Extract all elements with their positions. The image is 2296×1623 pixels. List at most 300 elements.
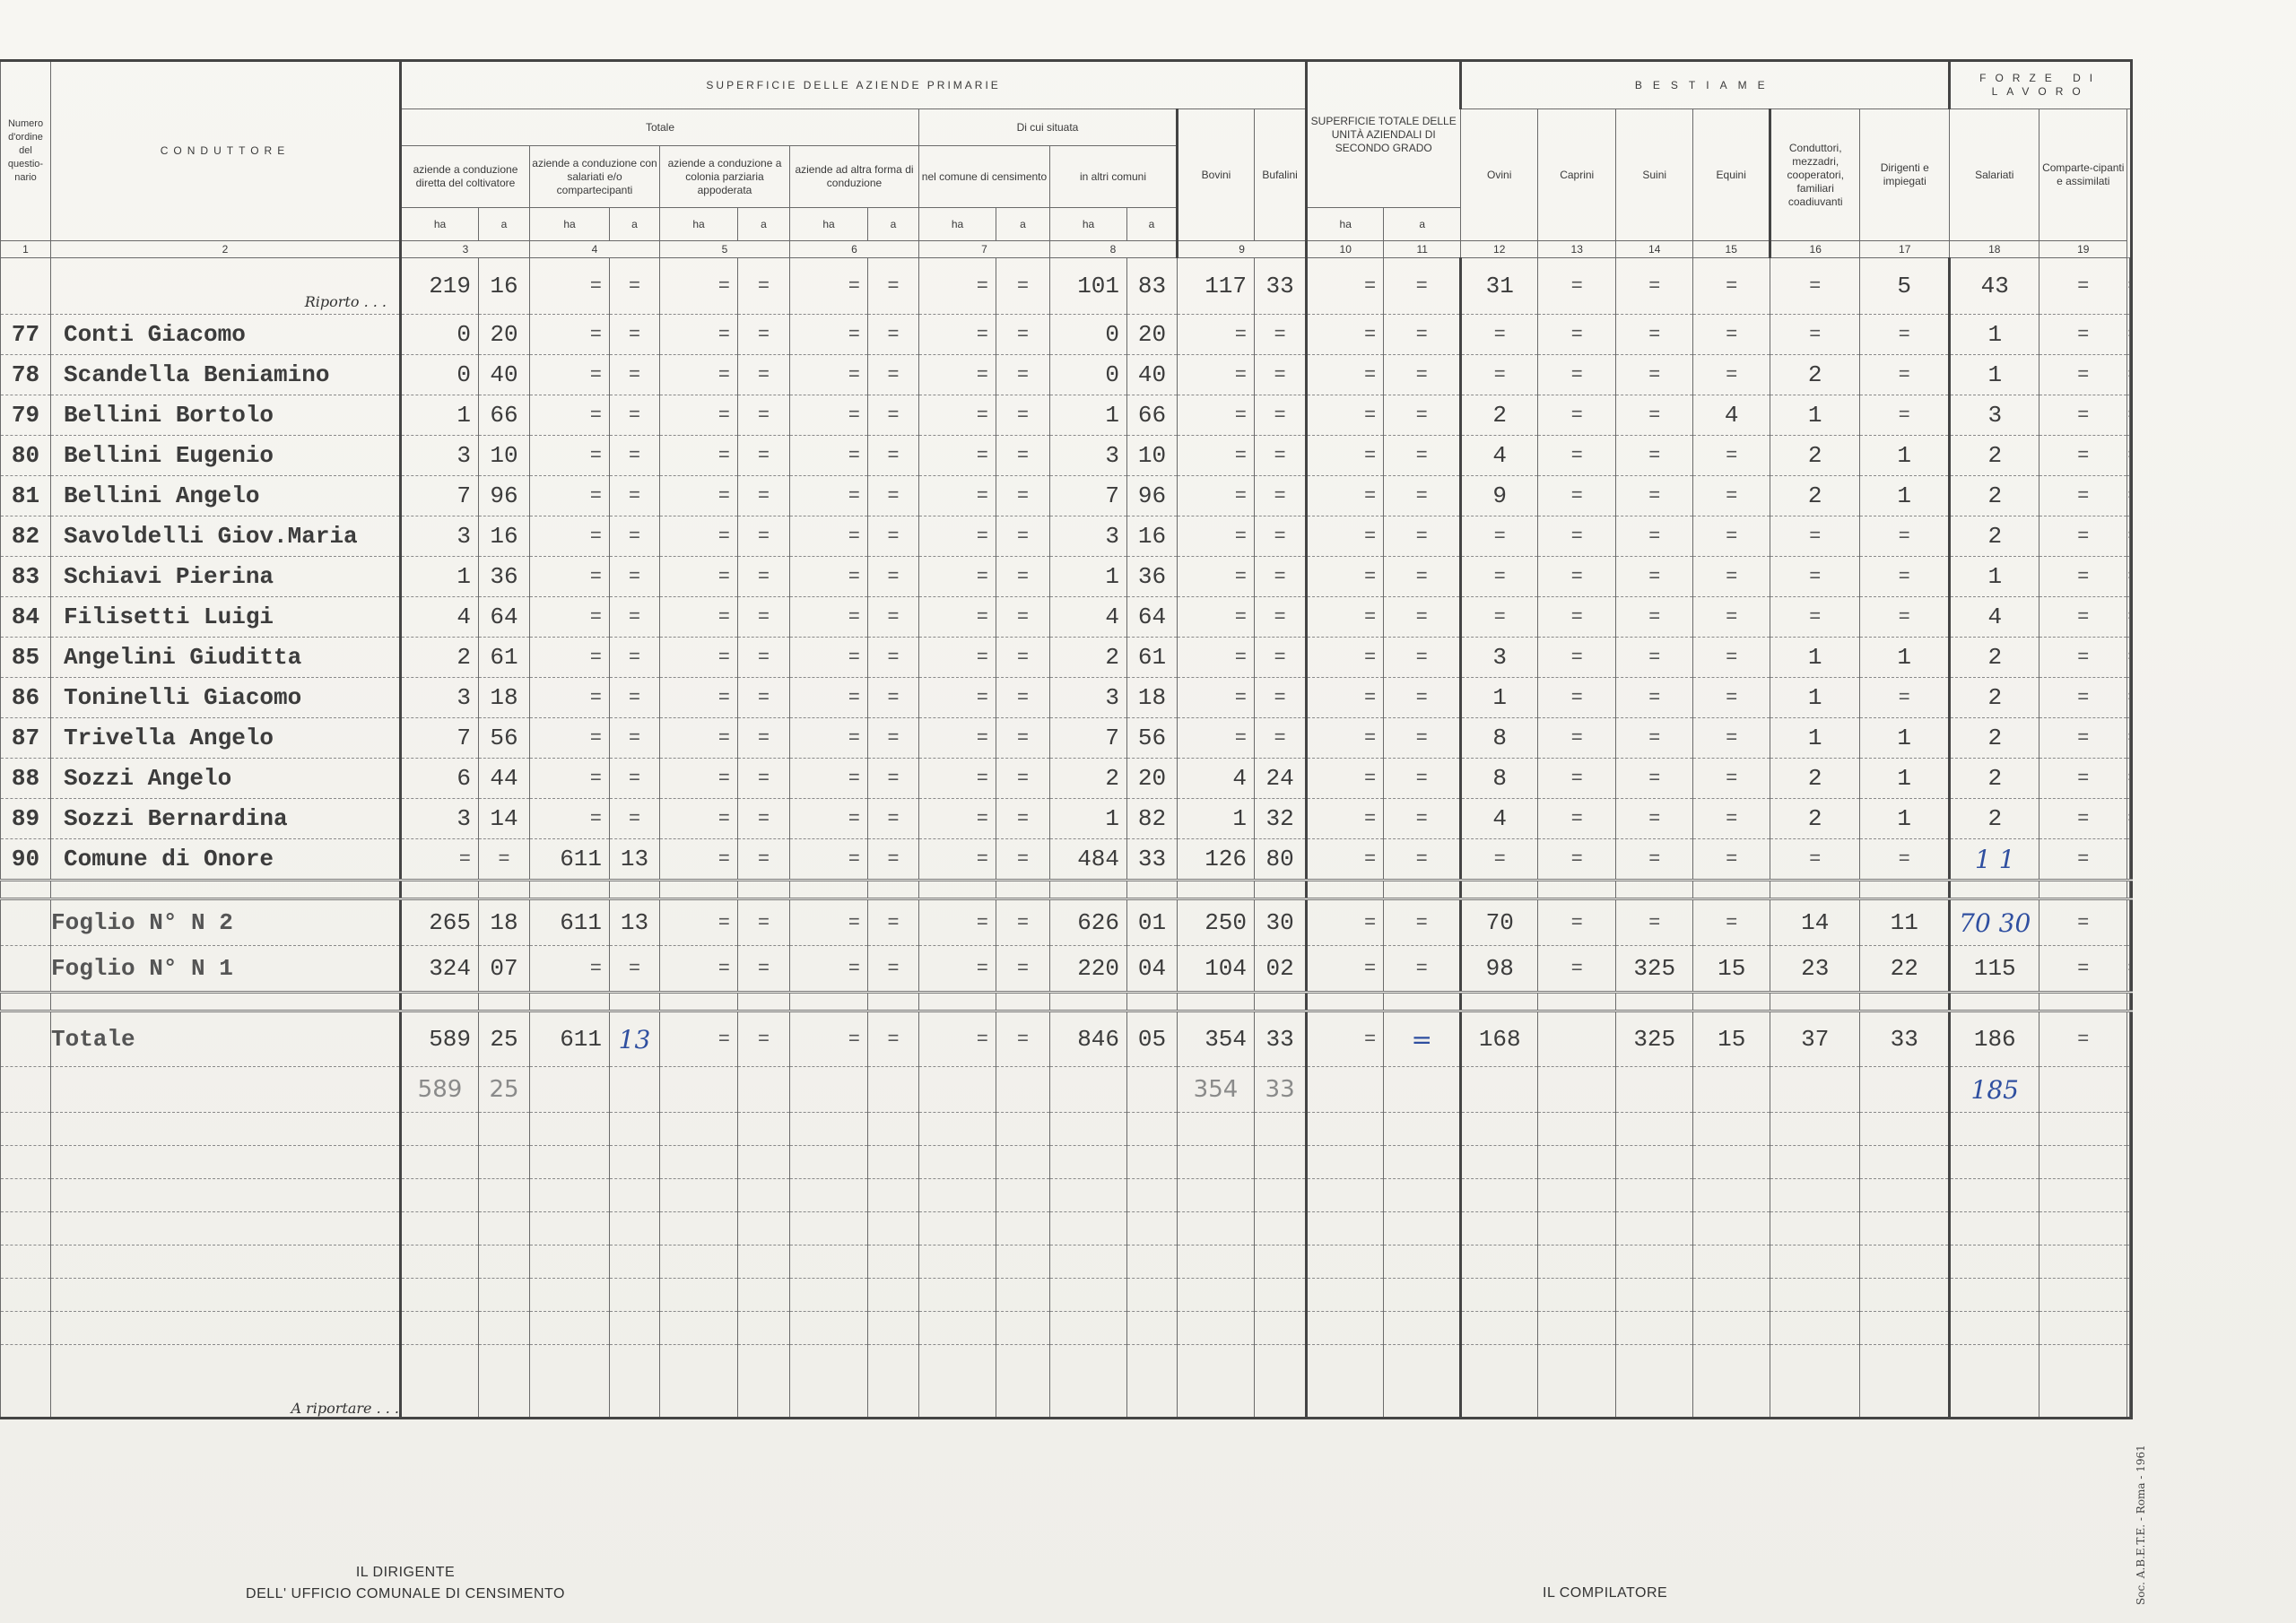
empty-row: [1, 1146, 2132, 1179]
empty-cell: [790, 1279, 868, 1312]
cell-value: =: [1616, 839, 1693, 881]
empty-cell: [1178, 1146, 1255, 1179]
superficie-primarie-header: SUPERFICIE DELLE AZIENDE PRIMARIE: [401, 61, 1307, 109]
cell-value: 4: [1050, 597, 1127, 638]
cell-value: 37: [1770, 1011, 1860, 1067]
cell-value: 33: [1255, 1011, 1307, 1067]
cell-value: =: [660, 355, 738, 395]
cell-value: =: [1384, 678, 1461, 718]
cell-value: 10: [1127, 436, 1178, 476]
empty-cell: [1461, 1312, 1538, 1345]
cell-value: 3: [1050, 516, 1127, 557]
handwritten-value: 354: [1178, 1067, 1255, 1113]
cell-value: =: [1255, 597, 1307, 638]
cell-value: =: [610, 395, 660, 436]
cell-value: =: [1255, 638, 1307, 678]
cell-value: 104: [1178, 946, 1255, 993]
cell-value: =: [2039, 597, 2127, 638]
sub-header-3: aziende a conduzione diretta del coltivatore: [401, 146, 530, 208]
column-number: 13: [1538, 241, 1616, 258]
cell-value: [2129, 638, 2131, 678]
cell-value: 4: [401, 597, 479, 638]
empty-cell: [1255, 1212, 1307, 1245]
totale-row: [1, 1011, 2132, 1067]
empty-cell: [1770, 1212, 1860, 1245]
empty-cell: [919, 1279, 996, 1312]
empty-cell: [1950, 1113, 2039, 1146]
empty-cell: [660, 1146, 738, 1179]
empty-cell: [1950, 1279, 2039, 1312]
cell-value: =: [996, 315, 1050, 355]
cell-value: =: [1860, 355, 1950, 395]
column-number: 3: [401, 241, 530, 258]
cell-value: =: [1307, 678, 1384, 718]
cell-value: =: [660, 315, 738, 355]
equini-header: Equini: [1693, 109, 1770, 241]
cell-value: =: [1255, 436, 1307, 476]
cell-value: 66: [1127, 395, 1178, 436]
cell-value: 31: [1461, 258, 1538, 315]
empty-cell: [530, 1179, 610, 1212]
cell-value: =: [1693, 436, 1770, 476]
cell-value: 3: [1050, 678, 1127, 718]
empty-cell: [1860, 1245, 1950, 1279]
empty-cell: [660, 1113, 738, 1146]
empty-cell: [610, 1113, 660, 1146]
totale-label: Totale: [51, 1011, 401, 1067]
cell-value: 611: [530, 839, 610, 881]
conduttore-name: Conti Giacomo: [51, 315, 401, 355]
empty-cell: [1178, 1312, 1255, 1345]
cell-value: 2: [401, 638, 479, 678]
separator-cell: [1950, 993, 2039, 1011]
cell-value: 0: [401, 315, 479, 355]
cell-value: =: [1538, 678, 1616, 718]
cell-value: =: [530, 597, 610, 638]
column-number: 2: [51, 241, 401, 258]
cell-value: =: [1770, 839, 1860, 881]
cell-value: [2129, 597, 2131, 638]
cell-value: 61: [479, 638, 530, 678]
superficie-totale-header: SUPERFICIE TOTALE DELLE UNITÀ AZIENDALI DI SECONDO GRADO: [1307, 61, 1461, 208]
cell-value: =: [1178, 516, 1255, 557]
cell-value: [2129, 1011, 2131, 1067]
cell-value: =: [1616, 759, 1693, 799]
cell-value: 2: [1770, 355, 1860, 395]
cell-value: =: [1693, 759, 1770, 799]
separator-cell: [1950, 881, 2039, 899]
empty-cell: [1307, 1212, 1384, 1245]
empty-cell: [2129, 1312, 2131, 1345]
separator-cell: [996, 993, 1050, 1011]
cell-value: =: [996, 476, 1050, 516]
cell-value: =: [919, 436, 996, 476]
empty-cell: [868, 1345, 919, 1419]
cell-value: =: [1616, 799, 1693, 839]
caprini-header: Caprini: [1538, 109, 1616, 241]
cell-value: =: [1461, 355, 1538, 395]
cell-value: =: [738, 395, 790, 436]
cell-value: 1: [1950, 557, 2039, 597]
cell-value: =: [1860, 557, 1950, 597]
separator-cell: [1770, 881, 1860, 899]
cell-value: =: [660, 1011, 738, 1067]
empty-cell: [738, 1312, 790, 1345]
printer-imprint: Soc. A.B.E.T.E. - Roma - 1961: [2135, 1445, 2147, 1605]
column-number: 16: [1770, 241, 1860, 258]
cell-value: =: [790, 718, 868, 759]
empty-cell: [1950, 1146, 2039, 1179]
cell-value: 3: [401, 678, 479, 718]
empty-cell: [868, 1067, 919, 1113]
cell-value: =: [996, 597, 1050, 638]
empty-cell: [996, 1212, 1050, 1245]
empty-cell: [996, 1113, 1050, 1146]
cell-value: =: [1384, 839, 1461, 881]
empty-cell: [1384, 1212, 1461, 1245]
unit-ha: ha: [790, 208, 868, 241]
empty-cell: [530, 1212, 610, 1245]
cell-value: 186: [1950, 1011, 2039, 1067]
cell-value: =: [2039, 395, 2127, 436]
unit-ha: ha: [919, 208, 996, 241]
empty-cell: [1860, 1212, 1950, 1245]
empty-cell: [738, 1113, 790, 1146]
empty-cell: [1307, 1179, 1384, 1212]
cell-value: 3: [401, 436, 479, 476]
empty-cell: [1050, 1146, 1127, 1179]
cell-value: =: [1307, 315, 1384, 355]
cell-value: =: [479, 839, 530, 881]
cell-value: =: [610, 759, 660, 799]
cell-value: =: [1616, 638, 1693, 678]
cell-value: =: [790, 678, 868, 718]
cell-value: =: [610, 718, 660, 759]
empty-cell: [610, 1279, 660, 1312]
separator-row: [1, 881, 2132, 899]
cell-value: 24: [1255, 759, 1307, 799]
cell-value: =: [738, 638, 790, 678]
cell-value: =: [1384, 516, 1461, 557]
cell-value: =: [660, 395, 738, 436]
cell-value: 7: [401, 476, 479, 516]
empty-cell: [530, 1312, 610, 1345]
separator-cell: [1050, 993, 1127, 1011]
table-row: [1, 597, 2132, 638]
conduttori-header: Conduttori, mezzadri, cooperatori, familiari coadiuvanti: [1770, 109, 1860, 241]
cell-value: 2: [1950, 799, 2039, 839]
empty-cell: [1, 1067, 51, 1113]
cell-value: =: [1538, 395, 1616, 436]
empty-cell: [1127, 1312, 1178, 1345]
empty-cell: [1860, 1279, 1950, 1312]
empty-cell: [2129, 1345, 2131, 1419]
cell-value: =: [738, 258, 790, 315]
cell-value: =: [790, 759, 868, 799]
empty-cell: [1538, 1113, 1616, 1146]
empty-cell: [1384, 1113, 1461, 1146]
cell-value: =: [919, 1011, 996, 1067]
cell-value: [2129, 395, 2131, 436]
conduttore-name: Toninelli Giacomo: [51, 678, 401, 718]
cell-value: 9: [1461, 476, 1538, 516]
cell-value: 101: [1050, 258, 1127, 315]
cell-value: =: [2039, 516, 2127, 557]
empty-cell: [738, 1067, 790, 1113]
cell-value: =: [660, 718, 738, 759]
empty-cell: [1461, 1067, 1538, 1113]
empty-cell: [530, 1279, 610, 1312]
cell-value: =: [868, 476, 919, 516]
empty-cell: [1178, 1279, 1255, 1312]
column-number-row: [1, 241, 2132, 258]
empty-cell: [1616, 1245, 1693, 1279]
compilatore-label: IL COMPILATORE: [1543, 1585, 1668, 1601]
empty-cell: [610, 1345, 660, 1419]
cell-value: 611: [530, 1011, 610, 1067]
a-riportare-label: A riportare . . .: [51, 1345, 401, 1419]
cell-value: =: [1770, 315, 1860, 355]
cell-value: =: [738, 899, 790, 946]
empty-cell: [51, 1279, 401, 1312]
cell-value: 2: [1770, 799, 1860, 839]
cell-value: =: [1307, 355, 1384, 395]
separator-cell: [1384, 993, 1461, 1011]
cell-value: =: [790, 355, 868, 395]
empty-cell: [1461, 1345, 1538, 1419]
conduttore-name: Schiavi Pierina: [51, 557, 401, 597]
cell-value: =: [1616, 678, 1693, 718]
cell-value: =: [790, 315, 868, 355]
cell-value: 4: [1950, 597, 2039, 638]
cell-value: =: [868, 839, 919, 881]
cell-value: =: [1255, 678, 1307, 718]
cell-value: 2: [1950, 759, 2039, 799]
unit-a: a: [1384, 208, 1461, 241]
empty-cell: [2129, 1245, 2131, 1279]
empty-row: [1, 1312, 2132, 1345]
cell-value: =: [660, 839, 738, 881]
cell-value: =: [1307, 516, 1384, 557]
cell-value: =: [1384, 476, 1461, 516]
cell-value: 220: [1050, 946, 1127, 993]
cell-value: =: [738, 355, 790, 395]
cell-value: 1: [1050, 395, 1127, 436]
cell-value: 1: [1860, 638, 1950, 678]
cell-value: 13: [610, 839, 660, 881]
empty-cell: [919, 1067, 996, 1113]
empty-cell: [868, 1113, 919, 1146]
empty-cell: [868, 1245, 919, 1279]
empty-cell: [1050, 1345, 1127, 1419]
cell-value: 2: [1050, 638, 1127, 678]
cell-value: =: [530, 759, 610, 799]
a-riportare-row: [1, 1345, 2132, 1419]
table-row: [1, 718, 2132, 759]
cell-value: =: [1307, 638, 1384, 678]
empty-cell: [1255, 1345, 1307, 1419]
separator-cell: [790, 993, 868, 1011]
printer-imprint-wrap: [2135, 1399, 2152, 1605]
cell-value: =: [1384, 436, 1461, 476]
empty-cell: [610, 1312, 660, 1345]
empty-cell: [401, 1345, 479, 1419]
cell-value: 126: [1178, 839, 1255, 881]
empty-cell: [1693, 1113, 1770, 1146]
cell-value: =: [1307, 899, 1384, 946]
separator-cell: [1127, 993, 1178, 1011]
cell-value: =: [660, 476, 738, 516]
cell-value: =: [1178, 597, 1255, 638]
cell-value: [2129, 839, 2131, 881]
empty-cell: [1050, 1312, 1127, 1345]
empty-cell: [738, 1179, 790, 1212]
cell-value: 33: [1127, 839, 1178, 881]
forze-lavoro-header: FORZE DI LAVORO: [1950, 61, 2132, 109]
cell-value: =: [1255, 516, 1307, 557]
empty-cell: [790, 1113, 868, 1146]
cell-value: =: [1538, 436, 1616, 476]
cell-value: =: [660, 557, 738, 597]
empty-cell: [2039, 1312, 2127, 1345]
empty-cell: [1770, 1179, 1860, 1212]
cell-value: =: [2039, 839, 2127, 881]
riporto-num: [1, 258, 51, 315]
cell-value: =: [1616, 395, 1693, 436]
cell-value: =: [996, 258, 1050, 315]
cell-value: =: [919, 476, 996, 516]
empty-cell: [1693, 1312, 1770, 1345]
empty-cell: [1178, 1179, 1255, 1212]
empty-cell: [996, 1345, 1050, 1419]
empty-cell: [1384, 1146, 1461, 1179]
empty-cell: [868, 1212, 919, 1245]
cell-value: 33: [1255, 258, 1307, 315]
cell-value: 2: [1950, 476, 2039, 516]
census-table: [0, 59, 2133, 1419]
empty-cell: [2129, 1067, 2131, 1113]
empty-cell: [51, 1179, 401, 1212]
cell-value: [2129, 258, 2131, 315]
empty-cell: [1127, 1146, 1178, 1179]
empty-cell: [1307, 1146, 1384, 1179]
empty-cell: [1178, 1345, 1255, 1419]
row-number: 84: [1, 597, 51, 638]
cell-value: 16: [479, 516, 530, 557]
column-number: 5: [660, 241, 790, 258]
cell-value: =: [919, 899, 996, 946]
separator-cell: [790, 881, 868, 899]
cell-value: 82: [1127, 799, 1178, 839]
cell-value: =: [1616, 597, 1693, 638]
empty-cell: [1255, 1312, 1307, 1345]
cell-value: =: [1461, 557, 1538, 597]
empty-cell: [919, 1113, 996, 1146]
cell-value: =: [1384, 315, 1461, 355]
separator-cell: [530, 881, 610, 899]
empty-cell: [919, 1146, 996, 1179]
compartecipanti-header: Comparte-cipanti e assimilati: [2039, 109, 2127, 241]
cell-value: =: [996, 718, 1050, 759]
empty-cell: [1461, 1179, 1538, 1212]
cell-value: =: [868, 258, 919, 315]
empty-cell: [479, 1245, 530, 1279]
empty-cell: [2039, 1113, 2127, 1146]
cell-value: 14: [1770, 899, 1860, 946]
empty-cell: [51, 1312, 401, 1345]
cell-value: 1: [1860, 718, 1950, 759]
cell-value: =: [1616, 476, 1693, 516]
table-row: [1, 638, 2132, 678]
bufalini-header: Bufalini: [1255, 109, 1307, 241]
conduttore-name: Bellini Angelo: [51, 476, 401, 516]
empty-cell: [1538, 1146, 1616, 1179]
empty-cell: [919, 1212, 996, 1245]
foglio2-label: Foglio N° N 2: [51, 899, 401, 946]
cell-value: =: [2039, 638, 2127, 678]
cell-value: 96: [479, 476, 530, 516]
separator-cell: [919, 881, 996, 899]
riporto-row: [1, 258, 2132, 315]
conduttore-name: Angelini Giuditta: [51, 638, 401, 678]
empty-cell: [1538, 1179, 1616, 1212]
separator-cell: [1255, 881, 1307, 899]
cell-value: 07: [479, 946, 530, 993]
cell-value: 66: [479, 395, 530, 436]
empty-cell: [660, 1245, 738, 1279]
empty-cell: [1, 1279, 51, 1312]
cell-value: =: [738, 597, 790, 638]
cell-value: 846: [1050, 1011, 1127, 1067]
empty-cell: [530, 1146, 610, 1179]
empty-cell: [401, 1179, 479, 1212]
cell-value: =: [610, 557, 660, 597]
dirigente-line1: IL DIRIGENTE: [355, 1565, 456, 1580]
cell-value: 1: [1050, 799, 1127, 839]
empty-cell: [610, 1245, 660, 1279]
empty-cell: [1178, 1212, 1255, 1245]
empty-cell: [1950, 1312, 2039, 1345]
empty-cell: [868, 1146, 919, 1179]
column-number: 18: [1950, 241, 2039, 258]
empty-cell: [1538, 1279, 1616, 1312]
empty-cell: [790, 1345, 868, 1419]
empty-cell: [1307, 1345, 1384, 1419]
cell-value: 7: [1050, 718, 1127, 759]
separator-cell: [479, 993, 530, 1011]
handwritten-row: [1, 1067, 2132, 1113]
empty-cell: [1, 1245, 51, 1279]
cell-value: =: [1538, 557, 1616, 597]
empty-cell: [738, 1345, 790, 1419]
foglio2-row: [1, 899, 2132, 946]
cell-value: =: [790, 1011, 868, 1067]
empty-row: [1, 1113, 2132, 1146]
empty-cell: [1127, 1279, 1178, 1312]
cell-value: =: [1307, 839, 1384, 881]
dirigenti-header: Dirigenti e impiegati: [1860, 109, 1950, 241]
empty-cell: [530, 1113, 610, 1146]
cell-value: =: [610, 258, 660, 315]
empty-cell: [1770, 1146, 1860, 1179]
cell-value: [2129, 516, 2131, 557]
cell-value: =: [738, 759, 790, 799]
empty-cell: [919, 1345, 996, 1419]
cell-value: =: [1255, 395, 1307, 436]
empty-cell: [1384, 1279, 1461, 1312]
separator-cell: [1307, 993, 1384, 1011]
cell-value: =: [1178, 718, 1255, 759]
